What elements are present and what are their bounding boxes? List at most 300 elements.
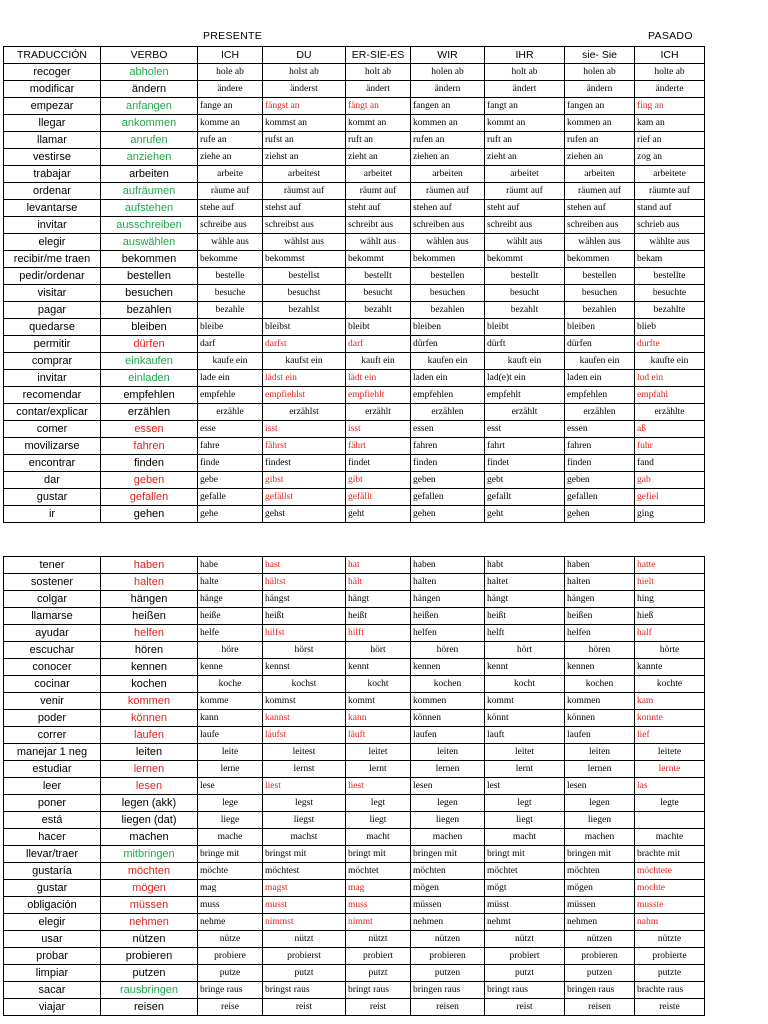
verb-cell: lesen — [101, 778, 198, 795]
translation-cell: comprar — [4, 353, 101, 370]
er-sie-es-cell: ändert — [346, 81, 411, 98]
ich-cell: muss — [198, 897, 263, 914]
du-cell: hilfst — [263, 625, 346, 642]
verb-cell: aufstehen — [101, 200, 198, 217]
sie-cell: ziehen an — [565, 149, 635, 166]
translation-cell: vestirse — [4, 149, 101, 166]
table-row — [4, 421, 705, 438]
verb-cell: liegen (dat) — [101, 812, 198, 829]
sie-cell: bestellen — [565, 268, 635, 285]
wir-cell: finden — [411, 455, 485, 472]
table-row — [4, 268, 705, 285]
ihr-cell: gefallt — [485, 489, 565, 506]
er-sie-es-cell: liegt — [346, 812, 411, 829]
verb-cell: essen — [101, 421, 198, 438]
ich-pasado-cell: brachte raus — [635, 982, 705, 999]
sie-cell: legen — [565, 795, 635, 812]
col-header-er-sie-es: ER-SIE-ES — [346, 47, 411, 64]
translation-cell: empezar — [4, 98, 101, 115]
sie-cell: kennen — [565, 659, 635, 676]
table-row — [4, 778, 705, 795]
ich-pasado-cell: fand — [635, 455, 705, 472]
du-cell: gehst — [263, 506, 346, 523]
ihr-cell: heißt — [485, 608, 565, 625]
wir-cell: empfehlen — [411, 387, 485, 404]
table-row — [4, 812, 705, 829]
translation-cell: modificar — [4, 81, 101, 98]
ich-cell: esse — [198, 421, 263, 438]
table-row — [4, 81, 705, 98]
ich-pasado-cell: lernte — [635, 761, 705, 778]
ihr-cell: kocht — [485, 676, 565, 693]
du-cell: kannst — [263, 710, 346, 727]
ihr-cell: hängt — [485, 591, 565, 608]
translation-cell: está — [4, 812, 101, 829]
du-cell: musst — [263, 897, 346, 914]
translation-cell: venir — [4, 693, 101, 710]
sie-cell: laufen — [565, 727, 635, 744]
er-sie-es-cell: geht — [346, 506, 411, 523]
verb-cell: putzen — [101, 965, 198, 982]
sie-cell: bringen raus — [565, 982, 635, 999]
table-row — [4, 132, 705, 149]
ich-pasado-cell: hörte — [635, 642, 705, 659]
ich-pasado-cell: aß — [635, 421, 705, 438]
sie-cell: empfehlen — [565, 387, 635, 404]
col-header-ihr: IHR — [485, 47, 565, 64]
ich-cell: schreibe aus — [198, 217, 263, 234]
sie-cell: essen — [565, 421, 635, 438]
wir-cell: reisen — [411, 999, 485, 1016]
er-sie-es-cell: bleibt — [346, 319, 411, 336]
sie-cell: rufen an — [565, 132, 635, 149]
ich-cell: nehme — [198, 914, 263, 931]
wir-cell: laufen — [411, 727, 485, 744]
verb-cell: auswählen — [101, 234, 198, 251]
ihr-cell: helft — [485, 625, 565, 642]
wir-cell: schreiben aus — [411, 217, 485, 234]
col-header-sie: sie- Sie — [565, 47, 635, 64]
ich-cell: komme an — [198, 115, 263, 132]
ich-cell: nütze — [198, 931, 263, 948]
ich-cell: halte — [198, 574, 263, 591]
ich-pasado-cell: arbeitete — [635, 166, 705, 183]
table-row — [4, 302, 705, 319]
er-sie-es-cell: putzt — [346, 965, 411, 982]
table-row — [4, 897, 705, 914]
ich-pasado-cell: empfahl — [635, 387, 705, 404]
ich-cell: liege — [198, 812, 263, 829]
verb-cell: mitbringen — [101, 846, 198, 863]
table-row — [4, 659, 705, 676]
ich-cell: reise — [198, 999, 263, 1016]
sie-cell: kommen an — [565, 115, 635, 132]
ich-pasado-cell: reiste — [635, 999, 705, 1016]
sie-cell: bleiben — [565, 319, 635, 336]
translation-cell: cocinar — [4, 676, 101, 693]
ihr-cell: habt — [485, 557, 565, 574]
table-row — [4, 506, 705, 523]
ihr-cell: räumt auf — [485, 183, 565, 200]
du-cell: schreibst aus — [263, 217, 346, 234]
ich-pasado-cell: bestellte — [635, 268, 705, 285]
wir-cell: laden ein — [411, 370, 485, 387]
sie-cell: möchten — [565, 863, 635, 880]
du-cell: bekommst — [263, 251, 346, 268]
ich-pasado-cell: leitete — [635, 744, 705, 761]
du-cell: darfst — [263, 336, 346, 353]
wir-cell: möchten — [411, 863, 485, 880]
ich-pasado-cell: kam an — [635, 115, 705, 132]
ihr-cell: reist — [485, 999, 565, 1016]
col-header-wir: WIR — [411, 47, 485, 64]
er-sie-es-cell: kauft ein — [346, 353, 411, 370]
table-row — [4, 183, 705, 200]
ich-cell: gefalle — [198, 489, 263, 506]
wir-cell: nehmen — [411, 914, 485, 931]
translation-cell: gustar — [4, 489, 101, 506]
ihr-cell: findet — [485, 455, 565, 472]
ihr-cell: bringt raus — [485, 982, 565, 999]
sie-cell: besuchen — [565, 285, 635, 302]
sie-cell: kaufen ein — [565, 353, 635, 370]
ihr-cell: steht auf — [485, 200, 565, 217]
wir-cell: geben — [411, 472, 485, 489]
sie-cell: dürfen — [565, 336, 635, 353]
er-sie-es-cell: ruft an — [346, 132, 411, 149]
ich-cell: ziehe an — [198, 149, 263, 166]
sie-cell: finden — [565, 455, 635, 472]
verb-cell: arbeiten — [101, 166, 198, 183]
du-cell: leitest — [263, 744, 346, 761]
wir-cell: gefallen — [411, 489, 485, 506]
translation-cell: ayudar — [4, 625, 101, 642]
ihr-cell: müsst — [485, 897, 565, 914]
ihr-cell: putzt — [485, 965, 565, 982]
ihr-cell: geht — [485, 506, 565, 523]
verb-cell: abholen — [101, 64, 198, 81]
ich-pasado-cell: zog an — [635, 149, 705, 166]
ihr-cell: lad(e)t ein — [485, 370, 565, 387]
er-sie-es-cell: legt — [346, 795, 411, 812]
ihr-cell: leitet — [485, 744, 565, 761]
table-row — [4, 115, 705, 132]
wir-cell: bringen mit — [411, 846, 485, 863]
table-row — [4, 608, 705, 625]
ich-cell: kaufe ein — [198, 353, 263, 370]
wir-cell: halten — [411, 574, 485, 591]
table-row — [4, 387, 705, 404]
wir-cell: dürfen — [411, 336, 485, 353]
du-cell: empfiehlst — [263, 387, 346, 404]
sie-cell: gehen — [565, 506, 635, 523]
ich-pasado-cell: durfte — [635, 336, 705, 353]
sie-cell: ändern — [565, 81, 635, 98]
ich-cell: ändere — [198, 81, 263, 98]
ich-cell: bezahle — [198, 302, 263, 319]
table-row — [4, 676, 705, 693]
wir-cell: kommen — [411, 693, 485, 710]
ihr-cell: dürft — [485, 336, 565, 353]
ich-pasado-cell: las — [635, 778, 705, 795]
wir-cell: heißen — [411, 608, 485, 625]
ich-pasado-cell: mochte — [635, 880, 705, 897]
sie-cell: probieren — [565, 948, 635, 965]
translation-cell: poner — [4, 795, 101, 812]
er-sie-es-cell: nimmt — [346, 914, 411, 931]
translation-cell: gustar — [4, 880, 101, 897]
du-cell: putzt — [263, 965, 346, 982]
translation-cell: comer — [4, 421, 101, 438]
verb-cell: müssen — [101, 897, 198, 914]
ich-cell: leite — [198, 744, 263, 761]
ich-cell: habe — [198, 557, 263, 574]
wir-cell: probieren — [411, 948, 485, 965]
translation-cell: invitar — [4, 217, 101, 234]
du-cell: magst — [263, 880, 346, 897]
wir-cell: bringen raus — [411, 982, 485, 999]
wir-cell: lernen — [411, 761, 485, 778]
er-sie-es-cell: schreibt aus — [346, 217, 411, 234]
er-sie-es-cell: arbeitet — [346, 166, 411, 183]
ich-cell: besuche — [198, 285, 263, 302]
verb-cell: kennen — [101, 659, 198, 676]
ich-pasado-cell: gefiel — [635, 489, 705, 506]
translation-cell: poder — [4, 710, 101, 727]
wir-cell: arbeiten — [411, 166, 485, 183]
du-cell: gefällst — [263, 489, 346, 506]
table-row — [4, 761, 705, 778]
table-row — [4, 217, 705, 234]
ihr-cell: wählt aus — [485, 234, 565, 251]
table-row — [4, 234, 705, 251]
sie-cell: lernen — [565, 761, 635, 778]
wir-cell: können — [411, 710, 485, 727]
table-row — [4, 744, 705, 761]
wir-cell: haben — [411, 557, 485, 574]
ich-pasado-cell: machte — [635, 829, 705, 846]
er-sie-es-cell: heißt — [346, 608, 411, 625]
er-sie-es-cell: gefällt — [346, 489, 411, 506]
sie-cell: bekommen — [565, 251, 635, 268]
wir-cell: wählen aus — [411, 234, 485, 251]
ich-cell: gehe — [198, 506, 263, 523]
wir-cell: putzen — [411, 965, 485, 982]
er-sie-es-cell: bestellt — [346, 268, 411, 285]
verb-cell: haben — [101, 557, 198, 574]
ich-cell: komme — [198, 693, 263, 710]
translation-cell: sacar — [4, 982, 101, 999]
du-cell: wählst aus — [263, 234, 346, 251]
du-cell: läufst — [263, 727, 346, 744]
table-row — [4, 557, 705, 574]
sie-cell: kochen — [565, 676, 635, 693]
ihr-cell: bestellt — [485, 268, 565, 285]
ich-cell: fahre — [198, 438, 263, 455]
sie-cell: reisen — [565, 999, 635, 1016]
verb-cell: machen — [101, 829, 198, 846]
verb-cell: probieren — [101, 948, 198, 965]
table-row — [4, 438, 705, 455]
sie-cell: müssen — [565, 897, 635, 914]
wir-cell: erzählen — [411, 404, 485, 421]
verb-cell: rausbringen — [101, 982, 198, 999]
ich-cell: hänge — [198, 591, 263, 608]
ich-pasado-cell: bekam — [635, 251, 705, 268]
verb-cell: anfangen — [101, 98, 198, 115]
conjugation-table-1 — [3, 46, 705, 523]
du-cell: bringst mit — [263, 846, 346, 863]
verb-cell: kommen — [101, 693, 198, 710]
verb-cell: hören — [101, 642, 198, 659]
wir-cell: lesen — [411, 778, 485, 795]
translation-cell: gustaría — [4, 863, 101, 880]
table-row — [4, 455, 705, 472]
wir-cell: machen — [411, 829, 485, 846]
du-cell: hängst — [263, 591, 346, 608]
translation-cell: contar/explicar — [4, 404, 101, 421]
wir-cell: holen ab — [411, 64, 485, 81]
er-sie-es-cell: wählt aus — [346, 234, 411, 251]
verb-cell: können — [101, 710, 198, 727]
sie-cell: machen — [565, 829, 635, 846]
translation-cell: dar — [4, 472, 101, 489]
table-row — [4, 200, 705, 217]
translation-cell: estudiar — [4, 761, 101, 778]
sie-cell: hängen — [565, 591, 635, 608]
er-sie-es-cell: bezahlt — [346, 302, 411, 319]
table-row — [4, 251, 705, 268]
verb-cell: gehen — [101, 506, 198, 523]
ihr-cell: nehmt — [485, 914, 565, 931]
translation-cell: obligación — [4, 897, 101, 914]
er-sie-es-cell: zieht an — [346, 149, 411, 166]
er-sie-es-cell: hält — [346, 574, 411, 591]
table-row — [4, 931, 705, 948]
du-cell: möchtest — [263, 863, 346, 880]
ich-cell: lese — [198, 778, 263, 795]
sie-cell: fahren — [565, 438, 635, 455]
ich-pasado-cell: ging — [635, 506, 705, 523]
verb-cell: anziehen — [101, 149, 198, 166]
table-row — [4, 693, 705, 710]
wir-cell: hängen — [411, 591, 485, 608]
wir-cell: kommen an — [411, 115, 485, 132]
ich-pasado-cell: schrieb aus — [635, 217, 705, 234]
sie-cell: arbeiten — [565, 166, 635, 183]
ihr-cell: lernt — [485, 761, 565, 778]
wir-cell: fangen an — [411, 98, 485, 115]
wir-cell: liegen — [411, 812, 485, 829]
translation-cell: trabajar — [4, 166, 101, 183]
ihr-cell: zieht an — [485, 149, 565, 166]
verb-cell: bekommen — [101, 251, 198, 268]
ich-pasado-cell: nützte — [635, 931, 705, 948]
verb-cell: finden — [101, 455, 198, 472]
er-sie-es-cell: hat — [346, 557, 411, 574]
table-row — [4, 98, 705, 115]
ich-cell: bleibe — [198, 319, 263, 336]
ihr-cell: arbeitet — [485, 166, 565, 183]
ich-cell: arbeite — [198, 166, 263, 183]
ich-cell: bringe mit — [198, 846, 263, 863]
er-sie-es-cell: hört — [346, 642, 411, 659]
ich-cell: helfe — [198, 625, 263, 642]
ich-pasado-cell: kannte — [635, 659, 705, 676]
ich-cell: stehe auf — [198, 200, 263, 217]
translation-cell: conocer — [4, 659, 101, 676]
er-sie-es-cell: kommt an — [346, 115, 411, 132]
du-cell: legst — [263, 795, 346, 812]
du-cell: ziehst an — [263, 149, 346, 166]
er-sie-es-cell: lädt ein — [346, 370, 411, 387]
ihr-cell: macht — [485, 829, 565, 846]
table-row — [4, 863, 705, 880]
er-sie-es-cell: bekommt — [346, 251, 411, 268]
du-cell: kommst an — [263, 115, 346, 132]
table-row — [4, 149, 705, 166]
ihr-cell: kommt — [485, 693, 565, 710]
sie-cell: erzählen — [565, 404, 635, 421]
ich-pasado-cell: probierte — [635, 948, 705, 965]
wir-cell: gehen — [411, 506, 485, 523]
verb-cell: ankommen — [101, 115, 198, 132]
sie-cell: putzen — [565, 965, 635, 982]
du-cell: heißt — [263, 608, 346, 625]
translation-cell: recomendar — [4, 387, 101, 404]
verb-cell: aufräumen — [101, 183, 198, 200]
verb-cell: anrufen — [101, 132, 198, 149]
er-sie-es-cell: läuft — [346, 727, 411, 744]
verb-cell: bestellen — [101, 268, 198, 285]
ich-cell: bekomme — [198, 251, 263, 268]
ich-pasado-cell: kam — [635, 693, 705, 710]
wir-cell: legen — [411, 795, 485, 812]
verb-cell: helfen — [101, 625, 198, 642]
ich-pasado-cell: lud ein — [635, 370, 705, 387]
table-row — [4, 642, 705, 659]
verb-cell: bezahlen — [101, 302, 198, 319]
translation-cell: pedir/ordenar — [4, 268, 101, 285]
er-sie-es-cell: isst — [346, 421, 411, 438]
verb-cell: dürfen — [101, 336, 198, 353]
sie-cell: holen ab — [565, 64, 635, 81]
translation-cell: llevar/traer — [4, 846, 101, 863]
er-sie-es-cell: darf — [346, 336, 411, 353]
translation-cell: tener — [4, 557, 101, 574]
ich-pasado-cell — [635, 812, 705, 829]
du-cell: probierst — [263, 948, 346, 965]
verb-cell: geben — [101, 472, 198, 489]
du-cell: kennst — [263, 659, 346, 676]
table-row — [4, 982, 705, 999]
du-cell: lernst — [263, 761, 346, 778]
ich-cell: erzähle — [198, 404, 263, 421]
table-row — [4, 880, 705, 897]
wir-cell: ziehen an — [411, 149, 485, 166]
du-cell: holst ab — [263, 64, 346, 81]
wir-cell: fahren — [411, 438, 485, 455]
wir-cell: bestellen — [411, 268, 485, 285]
table-2-body — [4, 557, 705, 1016]
translation-cell: llamar — [4, 132, 101, 149]
table-row — [4, 404, 705, 421]
pasado-header: PASADO — [648, 30, 693, 42]
er-sie-es-cell: reist — [346, 999, 411, 1016]
ich-cell: wähle aus — [198, 234, 263, 251]
translation-cell: visitar — [4, 285, 101, 302]
er-sie-es-cell: findet — [346, 455, 411, 472]
